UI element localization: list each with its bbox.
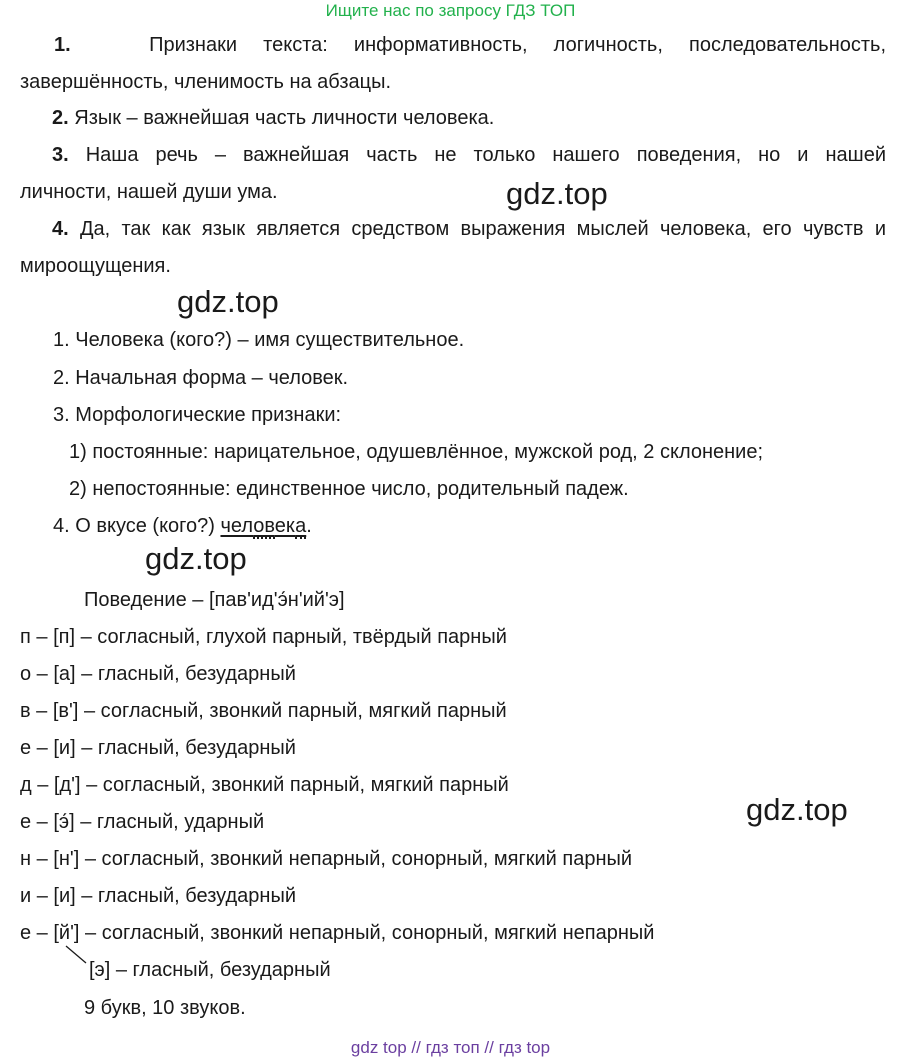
phonetic-row: о – [а] – гласный, безударный bbox=[20, 663, 296, 685]
phonetic-row: е – [й'] – согласный, звонкий непарный, сонорный, мягкий непарный bbox=[20, 922, 655, 944]
phonetic-row: д – [д'] – согласный, звонкий парный, мягкий парный bbox=[20, 774, 509, 796]
answer-1-number: 1. bbox=[54, 34, 71, 56]
phonetic-row: в – [в'] – согласный, звонкий парный, мягкий парный bbox=[20, 700, 507, 722]
word-part: а bbox=[295, 515, 307, 537]
phonetic-sub-row: [э] – гласный, безударный bbox=[89, 959, 331, 981]
phonetic-row: е – [э́] – гласный, ударный bbox=[20, 811, 265, 833]
answer-4-number: 4. bbox=[52, 218, 69, 240]
morph-item-4-prefix: 4. О вкусе (кого?) bbox=[53, 515, 221, 537]
word-part: ек bbox=[274, 515, 296, 537]
phonetic-row: н – [н'] – согласный, звонкий непарный, сонорный, мягкий парный bbox=[20, 848, 633, 870]
watermark: gdz.top bbox=[145, 541, 247, 576]
answer-2-text: Язык – важнейшая часть личности человека. bbox=[74, 107, 495, 129]
answer-2-number: 2. bbox=[52, 107, 69, 129]
phonetic-row: и – [и] – гласный, безударный bbox=[20, 885, 296, 907]
answer-3-text: Наша речь – важнейшая часть не только нашего поведения, но и нашей bbox=[85, 144, 886, 166]
word-part: ов bbox=[253, 515, 275, 537]
answer-3-number: 3. bbox=[52, 144, 69, 166]
word-part: чел bbox=[220, 515, 254, 537]
morph-item-2: 2. Начальная форма – человек. bbox=[53, 367, 349, 389]
answer-1-text: Признаки текста: информативность, логичность, последовательность, bbox=[149, 34, 886, 56]
phonetic-header: Поведение – [пав'ид'э́н'ий'э] bbox=[84, 589, 345, 611]
phonetic-row: п – [п] – согласный, глухой парный, твёрдый парный bbox=[20, 626, 507, 648]
answer-4-text: Да, так как язык является средством выражения мыслей человека, его чувств и bbox=[79, 218, 887, 240]
phonetic-summary: 9 букв, 10 звуков. bbox=[84, 997, 246, 1019]
answer-4-line-2: мироощущения. bbox=[20, 255, 171, 277]
footer-links: gdz top // гдз топ // гдз top bbox=[350, 1038, 551, 1057]
morph-item-3-variable: 2) непостоянные: единственное число, родительный падеж. bbox=[69, 478, 629, 500]
top-banner: Ищите нас по запросу ГДЗ ТОП bbox=[325, 1, 576, 20]
phonetic-row: е – [и] – гласный, безударный bbox=[20, 737, 296, 759]
morph-item-3: 3. Морфологические признаки: bbox=[53, 404, 342, 426]
watermark: gdz.top bbox=[506, 176, 608, 211]
watermark: gdz.top bbox=[177, 284, 279, 319]
morph-item-4-end: . bbox=[306, 515, 312, 537]
answer-3-line-2: личности, нашей души ума. bbox=[20, 181, 278, 203]
morph-item-3-constant: 1) постоянные: нарицательное, одушевлённое, мужской род, 2 склонение; bbox=[69, 441, 764, 463]
morph-item-1: 1. Человека (кого?) – имя существительное. bbox=[53, 329, 465, 351]
answer-1-line-2: завершённость, членимость на абзацы. bbox=[20, 71, 391, 93]
watermark: gdz.top bbox=[746, 792, 848, 827]
